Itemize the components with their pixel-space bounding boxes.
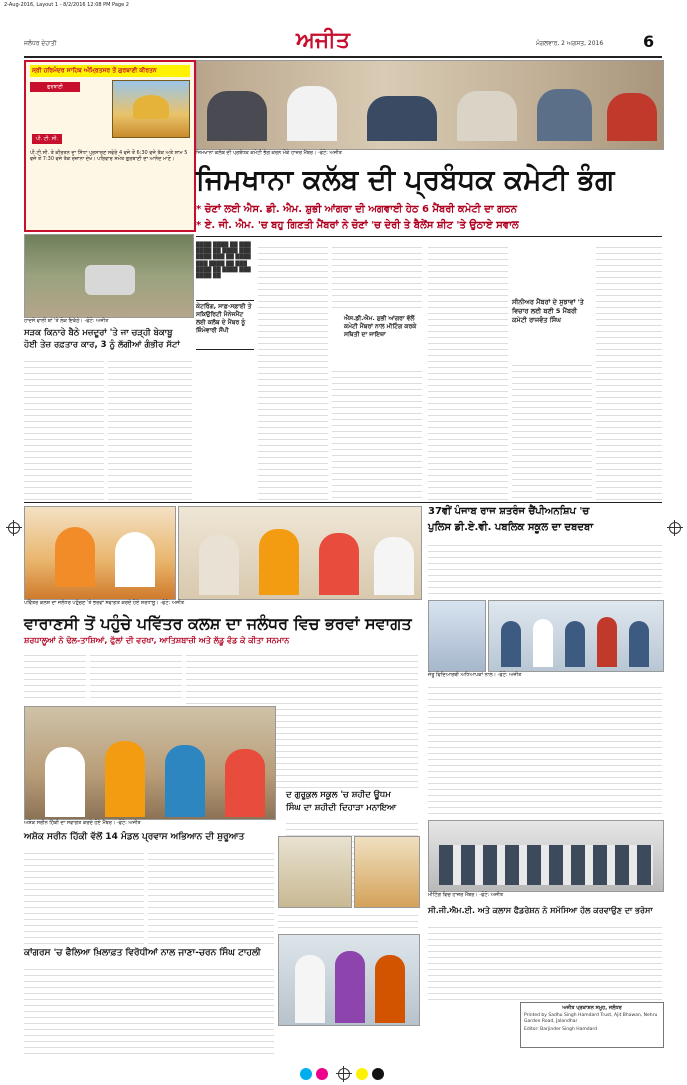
meeting-photo-caption: ਮੀਟਿੰਗ ਵਿਚ ਹਾਜ਼ਰ ਮੈਂਬਰ। -ਫੋਟੋ: ਅਜੀਤ xyxy=(428,892,504,898)
golden-temple-image xyxy=(112,80,190,138)
header-rule xyxy=(24,56,662,58)
gurukul-photo-2 xyxy=(354,836,420,908)
ashok-column-1 xyxy=(24,848,144,946)
main-subhead-2: * ਏ. ਜੀ. ਐਮ. 'ਚ ਬਹੁ ਗਿਣਤੀ ਮੈਂਬਰਾਂ ਨੇ ਚੋਣਾਂ 'ਚ ਦੇਰੀ ਤੇ ਬੈਲੇਂਸ ਸ਼ੀਟ 'ਤੇ ਉਠਾਏ ਸਵਾਲ xyxy=(196,220,519,231)
ad-title: ਸ੍ਰੀ ਹਰਿਮੰਦਰ ਸਾਹਿਬ ਅੰਮ੍ਰਿਤਸਰ ਤੋਂ ਗੁਰਬਾਣੀ ਕੀਰਤਨ xyxy=(30,65,190,77)
cmyk-cyan xyxy=(300,1068,312,1080)
imprint-line-2: Editor: Barjinder Singh Hamdard xyxy=(524,1027,598,1032)
main-headline: ਜਿਮਖਾਨਾ ਕਲੱਬ ਦੀ ਪ੍ਰਬੰਧਕ ਕਮੇਟੀ ਭੰਗ xyxy=(196,163,615,196)
ashok-sareen-photo xyxy=(24,706,276,820)
print-slug: 2-Aug-2016, Layout 1 - 8/2/2016 12:08 PM Page 2 xyxy=(4,2,129,8)
registration-mark-bottom xyxy=(338,1068,350,1080)
main-column-5 xyxy=(512,360,592,500)
kalash-photo-caption: ਪਵਿੱਤਰ ਕਲਸ਼ ਦਾ ਜਲੰਧਰ ਪਹੁੰਚਣ 'ਤੇ ਭਰਵਾਂ ਸਵਾਗਤ ਕਰਦੇ ਹੋਏ ਸ਼ਰਧਾਲੂ। -ਫੋਟੋ: ਅਜੀਤ xyxy=(24,600,185,606)
imprint-title: ਅਜੀਤ ਪ੍ਰਕਾਸ਼ਨ ਸਮੂਹ, ਜਲੰਧਰ xyxy=(562,1005,622,1011)
meeting-photo xyxy=(428,820,664,892)
kalash-photo-1 xyxy=(24,506,176,600)
cmyk-black xyxy=(372,1068,384,1080)
main-subhead-1: * ਚੋਣਾਂ ਲਈ ਐਸ. ਡੀ. ਐਮ. ਸ਼ੁਭੀ ਆਂਗਰਾ ਦੀ ਅਗਵਾਈ ਹੇਠ 6 ਮੈਂਬਰੀ ਕਮੇਟੀ ਦਾ ਗਠਨ xyxy=(196,204,517,215)
chess-photo-1 xyxy=(428,600,486,672)
chess-photo-caption: ਜੇਤੂ ਵਿਦਿਆਰਥੀ ਅਧਿਆਪਕਾਂ ਨਾਲ। -ਫੋਟੋ: ਅਜੀਤ xyxy=(428,672,522,678)
cmyk-yellow xyxy=(356,1068,368,1080)
accident-headline-1: ਸੜਕ ਕਿਨਾਰੇ ਬੈਠੇ ਮਜ਼ਦੂਰਾਂ 'ਤੇ ਜਾ ਚੜ੍ਹੀ ਬੇਕਾਬੂ xyxy=(24,328,173,338)
chess-headline-2: ਪੁਲਿਸ ਡੀ.ਏ.ਵੀ. ਪਬਲਿਕ ਸਕੂਲ ਦਾ ਦਬਦਬਾ xyxy=(428,522,594,533)
edition-label: ਜਲੰਧਰ ਦੇਹਾਤੀ xyxy=(24,40,57,47)
chess-headline-1: 37ਵੀਂ ਪੰਜਾਬ ਰਾਜ ਸ਼ਤਰੰਜ ਚੈਂਪੀਅਨਸ਼ਿਪ 'ਚ xyxy=(428,506,590,517)
main-photo-caption: ਜਿਮਖਾਨਾ ਕਲੱਬ ਦੀ ਪ੍ਰਬੰਧਕ ਕਮੇਟੀ ਭੰਗ ਕਰਨ ਮੌਕੇ ਹਾਜ਼ਰ ਮੈਂਬਰ। -ਫੋਟੋ: ਅਜੀਤ xyxy=(196,150,342,156)
tahli-headline: ਕਾਂਗਰਸ 'ਚ ਫੈਲਿਆ ਖ਼ਿਲਾਫ਼ਤ ਵਿਰੋਧੀਆਂ ਨਾਲ ਜਾਣਾ-ਚਰਨ ਸਿੰਘ ਟਾਹਲੀ xyxy=(24,948,261,958)
imprint-box xyxy=(520,1002,664,1048)
cmyk-magenta xyxy=(316,1068,328,1080)
felicitation-photo xyxy=(278,934,420,1026)
main-column-6 xyxy=(596,242,662,500)
pull-quote-1-box xyxy=(196,300,254,350)
chess-column-bottom xyxy=(428,682,662,818)
gurbani-ad-box xyxy=(24,60,196,232)
kalash-column-1 xyxy=(24,650,86,702)
accident-column-2 xyxy=(108,356,192,500)
meeting-column xyxy=(428,922,662,1000)
main-column-1: ████ ████ ██ ███ ████ ██ ████ ███ ████ ███ ██ ████ ███ ████ ██ ███ ████ ██ ████ ███ ████ ██ xyxy=(196,242,253,280)
registration-mark-right xyxy=(669,522,681,534)
accident-photo xyxy=(24,234,194,318)
masthead: ਅਜੀਤ xyxy=(296,28,350,53)
accident-headline-2: ਹੋਈ ਤੇਜ਼ ਰਫ਼ਤਾਰ ਕਾਰ, 3 ਨੂੰ ਲੱਗੀਆਂ ਗੰਭੀਰ ਸੱਟਾਂ xyxy=(24,340,180,350)
gurukul-caption-lines xyxy=(278,910,418,930)
ashok-headline: ਅਸ਼ੋਕ ਸਰੀਨ ਹਿੱਕੀ ਵੱਲੋਂ 14 ਮੰਡਲ ਪ੍ਰਵਾਸ ਅਭਿਆਨ ਦੀ ਸ਼ੁਰੂਆਤ xyxy=(24,832,245,842)
accident-column-1 xyxy=(24,356,104,500)
chess-photo-2 xyxy=(488,600,664,672)
main-column-4 xyxy=(428,242,508,500)
jimkhana-meeting-photo xyxy=(196,60,664,150)
kalash-subhead: ਸ਼ਰਧਾਲੂਆਂ ਨੇ ਢੋਲ-ਤਾਸ਼ਿਆਂ, ਫੁੱਲਾਂ ਦੀ ਵਰਖਾ, ਆਤਿਸ਼ਬਾਜ਼ੀ ਅਤੇ ਲੱਡੂ ਵੰਡ ਕੇ ਕੀਤਾ ਸਨਮਾਨ xyxy=(24,636,290,645)
pull-quote-3-box xyxy=(512,298,592,354)
meeting-headline: ਸੀ.ਜੀ.ਐਮ.ਈ. ਅਤੇ ਕਲਾਸ ਫੈਡਰੇਸ਼ਨ ਨੇ ਸਮੱਸਿਆ ਹੱਲ ਕਰਵਾਉਣ ਦਾ ਭਰੋਸਾ xyxy=(428,906,653,915)
pull-quote-3: ਸੀਨੀਅਰ ਮੈਂਬਰਾਂ ਦੇ ਸੁਝਾਵਾਂ 'ਤੇ ਵਿਚਾਰ ਲਈ ਬਣੀ 5 ਮੈਂਬਰੀ ਕਮੇਟੀ ਰਾਜਵੰਤ ਸਿੰਘ xyxy=(512,298,587,324)
main-column-2 xyxy=(258,242,328,500)
mid-rule xyxy=(24,502,662,503)
imprint-line-1: Printed by Sadhu Singh Hamdard Trust, Ajit Bhawan, Nehru Garden Road, Jalandhar xyxy=(524,1013,659,1024)
accident-photo-caption: ਹਾਦਸੇ ਵਾਲੀ ਥਾਂ 'ਤੇ ਲੋਕ ਇਕੱਠੇ। -ਫੋਟੋ: ਅਜੀਤ xyxy=(24,318,109,324)
page-number: 6 xyxy=(643,32,655,51)
gurukul-headline-1: ਦ ਗੁਰੂਕੁਲ ਸਕੂਲ 'ਚ ਸ਼ਹੀਦ ਊਧਮ xyxy=(286,790,391,800)
pull-quote-2-box xyxy=(344,315,418,361)
registration-mark-left xyxy=(8,522,20,534)
main-column-3b xyxy=(332,366,422,500)
kalash-photo-2 xyxy=(178,506,422,600)
pull-quote-2: ਐਸ.ਡੀ.ਐਮ. ਸ਼ੁਭੀ ਆਂਗਰਾ ਵੱਲੋਂ ਕਮੇਟੀ ਮੈਂਬਰਾਂ ਨਾਲ ਮੀਟਿੰਗ ਕਰਕੇ ਸਥਿਤੀ ਦਾ ਜਾਇਜ਼ਾ xyxy=(344,315,419,338)
gurukul-headline-2: ਸਿੰਘ ਦਾ ਸ਼ਹੀਦੀ ਦਿਹਾੜਾ ਮਨਾਇਆ xyxy=(286,803,397,813)
kalash-headline: ਵਾਰਾਣਸੀ ਤੋਂ ਪਹੁੰਚੇ ਪਵਿੱਤਰ ਕਲਸ਼ ਦਾ ਜਲੰਧਰ ਵਿਚ ਭਰਵਾਂ ਸਵਾਗਤ xyxy=(24,614,412,633)
ashok-column-2 xyxy=(148,848,274,946)
ad-channel: ਪੀ. ਟੀ. ਸੀ. xyxy=(32,134,62,144)
tahli-column xyxy=(24,964,274,1054)
header-date: ਮੰਗਲਵਾਰ, 2 ਅਗਸਤ, 2016 xyxy=(536,40,604,47)
ad-badge: ਗੁਰਬਾਣੀ xyxy=(30,82,80,92)
gurukul-photo-1 xyxy=(278,836,352,908)
main-column-3 xyxy=(332,242,422,312)
main-rule xyxy=(196,236,662,237)
kalash-column-2 xyxy=(90,650,182,702)
chess-column-top xyxy=(428,540,662,598)
ashok-photo-caption: ਅਸ਼ੋਕ ਸਰੀਨ ਹਿੱਕੀ ਦਾ ਸਵਾਗਤ ਕਰਦੇ ਹੋਏ ਮੈਂਬਰ। -ਫੋਟੋ: ਅਜੀਤ xyxy=(24,820,141,826)
pull-quote-1: ਕੇਟਰਿੰਗ, ਸਾਫ਼-ਸਫ਼ਾਈ ਤੇ ਸਕਿਉਰਿਟੀ ਮੈਨੇਜਮੈਂਟ ਲਈ ਕਲੱਬ ਦੇ ਮੈਂਬਰ ਨੂੰ ਜ਼ਿੰਮੇਵਾਰੀ ਸੌਂਪੀ xyxy=(196,303,254,334)
ad-body: ਪੀ.ਟੀ.ਸੀ. ਤੇ ਕੀਰਤਨ ਦਾ ਸਿੱਧਾ ਪ੍ਰਸਾਰਣ ਸਵੇਰੇ 4 ਵਜੇ ਤੋਂ 6:30 ਵਜੇ ਤੱਕ ਅਤੇ ਸ਼ਾਮ 5 ਵਜੇ ਤੋਂ 7:30 ਵਜੇ ਤੱਕ ਰੋਜ਼ਾਨਾ ਦੇਖੋ। ਪਰਿਵਾਰ ਸਮੇਤ ਗੁਰਬਾਣੀ ਦਾ ਆਨੰਦ ਮਾਣੋ। xyxy=(30,150,190,163)
